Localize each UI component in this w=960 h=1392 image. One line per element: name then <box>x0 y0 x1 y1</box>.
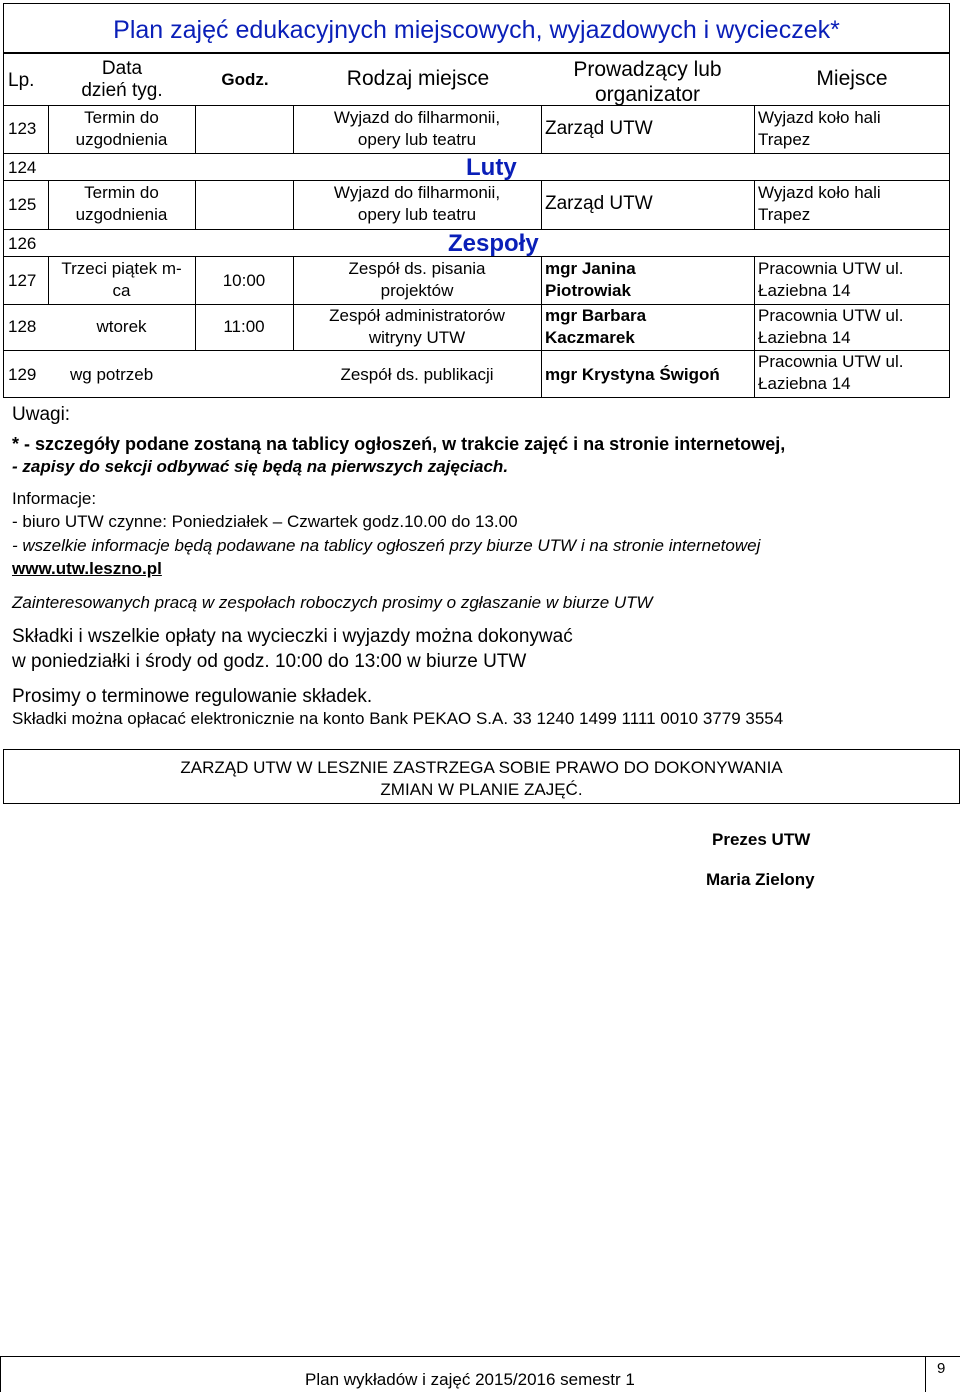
row-date-line: uzgodnienia <box>75 130 168 149</box>
table-divider <box>195 180 196 229</box>
header-date-line: Data <box>101 58 143 79</box>
row-leader <box>545 305 646 349</box>
info-line: - wszelkie informacje będą podawane na tablicy ogłoszeń przy biurze UTW i na stronie internetowej <box>12 536 761 555</box>
row-type-line: projektów <box>380 281 454 300</box>
section-heading: Luty <box>466 154 517 181</box>
fees-reminder: Prosimy o terminowe regulowanie składek. <box>12 686 373 707</box>
row-place <box>758 258 903 302</box>
row-place <box>758 305 903 349</box>
row-type-line: witryny UTW <box>368 328 466 347</box>
row-date <box>48 258 195 302</box>
row-place-line: Trapez <box>758 130 811 149</box>
row-time: 10:00 <box>222 271 266 290</box>
row-date-line: Trzeci piątek m- <box>61 259 182 278</box>
row-place-line: Trapez <box>758 205 811 224</box>
row-date-line: uzgodnienia <box>75 205 168 224</box>
row-type <box>293 182 541 226</box>
row-lp: 127 <box>8 271 37 290</box>
row-place <box>758 351 903 395</box>
row-type-line: Zespół administratorów <box>329 306 505 325</box>
info-line: - biuro UTW czynne: Poniedziałek – Czwartek godz.10.00 do 13.00 <box>12 512 518 531</box>
header-time: Godz. <box>221 70 269 89</box>
page-number: 9 <box>937 1360 946 1377</box>
footer-divider <box>0 1356 960 1357</box>
notes-line: - zapisy do sekcji odbywać się będą na pierwszych zajęciach. <box>12 457 509 476</box>
signature-name: Maria Zielony <box>706 870 815 889</box>
row-lp: 124 <box>8 158 37 177</box>
row-date-line: Termin do <box>84 108 159 127</box>
row-date: wg potrzeb <box>70 365 154 384</box>
row-type: Zespół ds. publikacji <box>340 365 494 384</box>
row-type-line: Wyjazd do filharmonii, <box>333 108 501 127</box>
row-place-line: Łaziebna 14 <box>758 281 851 300</box>
row-leader <box>545 258 636 302</box>
row-leader-line: mgr Barbara <box>545 306 647 325</box>
row-date-line: Termin do <box>84 183 159 202</box>
header-place: Miejsce <box>816 67 888 90</box>
row-type <box>293 258 541 302</box>
row-place-line: Pracownia UTW ul. <box>758 352 904 371</box>
info-line: Zainteresowanych pracą w zespołach roboczych prosimy o zgłaszanie w biurze UTW <box>12 593 653 612</box>
row-type-line: Wyjazd do filharmonii, <box>333 183 501 202</box>
table-divider <box>541 180 542 229</box>
row-time: 11:00 <box>223 317 265 336</box>
row-type <box>293 305 541 349</box>
footer-divider <box>0 1356 1 1392</box>
row-type <box>293 107 541 151</box>
row-leader: Zarząd UTW <box>545 193 653 214</box>
website-link[interactable]: www.utw.leszno.pl <box>12 559 162 578</box>
row-place-line: Pracownia UTW ul. <box>758 306 904 325</box>
notes-label: Uwagi: <box>12 404 71 425</box>
row-lp: 128 <box>8 317 37 336</box>
signature-role: Prezes UTW <box>712 830 811 849</box>
row-date <box>48 107 195 151</box>
row-lp: 125 <box>8 195 37 214</box>
row-leader-line: Piotrowiak <box>545 281 631 300</box>
reservation-line: ZARZĄD UTW W LESZNIE ZASTRZEGA SOBIE PRAWO DO DOKONYWANIA <box>180 758 783 777</box>
row-date <box>48 182 195 226</box>
header-leader <box>541 57 754 107</box>
info-label: Informacje: <box>12 489 97 508</box>
row-lp: 123 <box>8 119 37 138</box>
table-divider <box>754 105 755 153</box>
footer-text: Plan wykładów i zajęć 2015/2016 semestr 1 <box>305 1370 635 1389</box>
row-place-line: Łaziebna 14 <box>758 374 851 393</box>
table-divider <box>754 180 755 229</box>
row-place-line: Łaziebna 14 <box>758 328 851 347</box>
row-place <box>758 107 881 151</box>
row-type-line: Zespół ds. pisania <box>348 259 486 278</box>
row-type-line: opery lub teatru <box>357 130 477 149</box>
table-divider <box>3 105 950 106</box>
row-place-line: Wyjazd koło hali <box>758 183 881 202</box>
row-date: wtorek <box>96 317 147 336</box>
table-divider <box>541 105 542 153</box>
title-box <box>3 3 950 53</box>
row-place-line: Pracownia UTW ul. <box>758 259 904 278</box>
footer-divider <box>925 1356 926 1392</box>
bank-account: Składki można opłacać elektronicznie na konto Bank PEKAO S.A. 33 1240 1499 1111 0010 3779 3554 <box>12 709 784 728</box>
header-lp: Lp. <box>8 70 35 91</box>
row-leader-line: Kaczmarek <box>545 328 635 347</box>
header-leader-line: organizator <box>594 83 701 106</box>
row-type-line: opery lub teatru <box>357 205 477 224</box>
header-type: Rodzaj miejsce <box>346 67 490 90</box>
table-divider <box>754 256 755 398</box>
row-lp: 129 <box>8 365 37 384</box>
notes-line: * - szczegóły podane zostaną na tablicy ogłoszeń, w trakcie zajęć i na stronie internetowej, <box>12 434 786 454</box>
footer <box>0 1356 960 1392</box>
reservation-box <box>3 749 960 804</box>
section-heading: Zespoły <box>448 230 539 257</box>
row-leader: mgr Krystyna Świgoń <box>545 365 720 384</box>
row-date-line: ca <box>112 281 131 300</box>
fees-line: w poniedziałki i środy od godz. 10:00 do 13:00 w biurze UTW <box>12 651 527 672</box>
table-divider <box>195 105 196 153</box>
table-divider <box>541 256 542 398</box>
row-place-line: Wyjazd koło hali <box>758 108 881 127</box>
header-leader-line: Prowadzący lub <box>573 58 722 81</box>
row-leader: Zarząd UTW <box>545 118 653 139</box>
fees-line: Składki i wszelkie opłaty na wycieczki i wyjazdy można dokonywać <box>12 626 573 647</box>
header-date-line: dzień tyg. <box>81 80 163 101</box>
row-place <box>758 182 881 226</box>
row-lp: 126 <box>8 234 37 253</box>
page-title: Plan zajęć edukacyjnych miejscowych, wyjazdowych i wycieczek* <box>113 16 840 44</box>
header-date <box>52 58 192 102</box>
row-leader-line: mgr Janina <box>545 259 636 278</box>
reservation-line: ZMIAN W PLANIE ZAJĘĆ. <box>380 780 583 799</box>
